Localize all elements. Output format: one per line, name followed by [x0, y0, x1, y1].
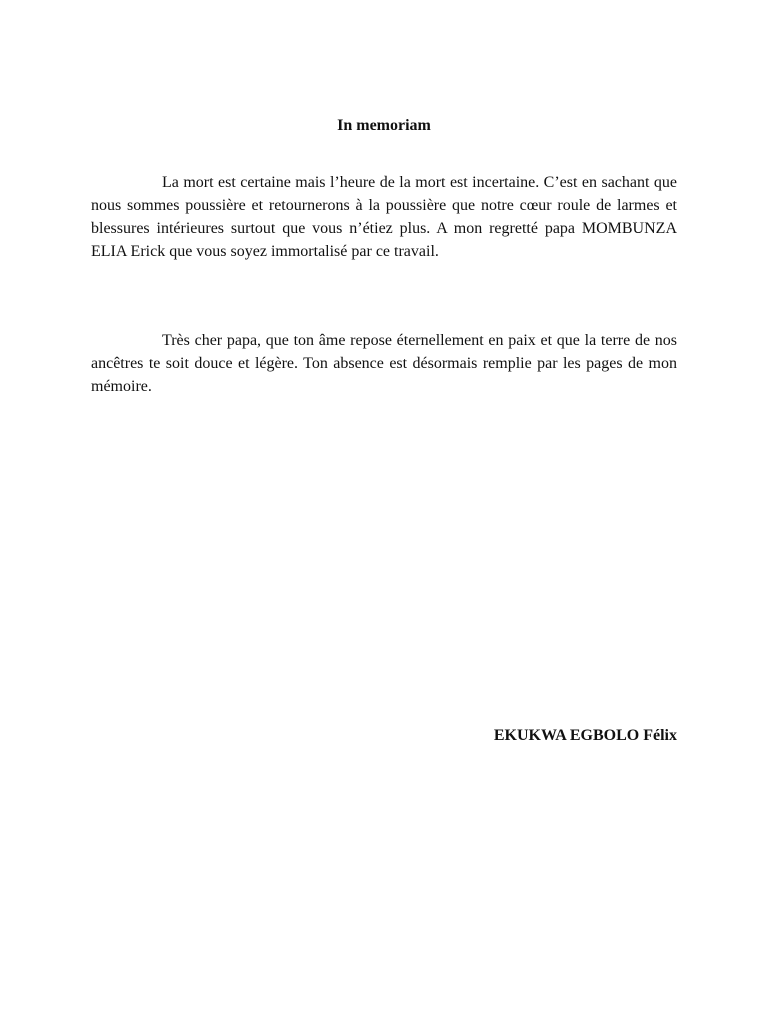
page-title: In memoriam — [337, 117, 431, 134]
memorial-paragraph-1: La mort est certaine mais l’heure de la mort est incertaine. C’est en sachant que nous sommes poussière et retournerons à la poussière que notre cœur roule de larmes et blessures intérieures surtout que vous n’étiez plus. A mon regretté papa MOMBUNZA ELIA Erick que vous soyez immortalisé par ce travail. — [91, 174, 677, 260]
memorial-paragraph-2: Très cher papa, que ton âme repose éternellement en paix et que la terre de nos ancêtres te soit douce et légère. Ton absence est désormais remplie par les pages de mon mémoire. — [91, 332, 677, 395]
author-signature: EKUKWA EGBOLO Félix — [493, 727, 677, 744]
